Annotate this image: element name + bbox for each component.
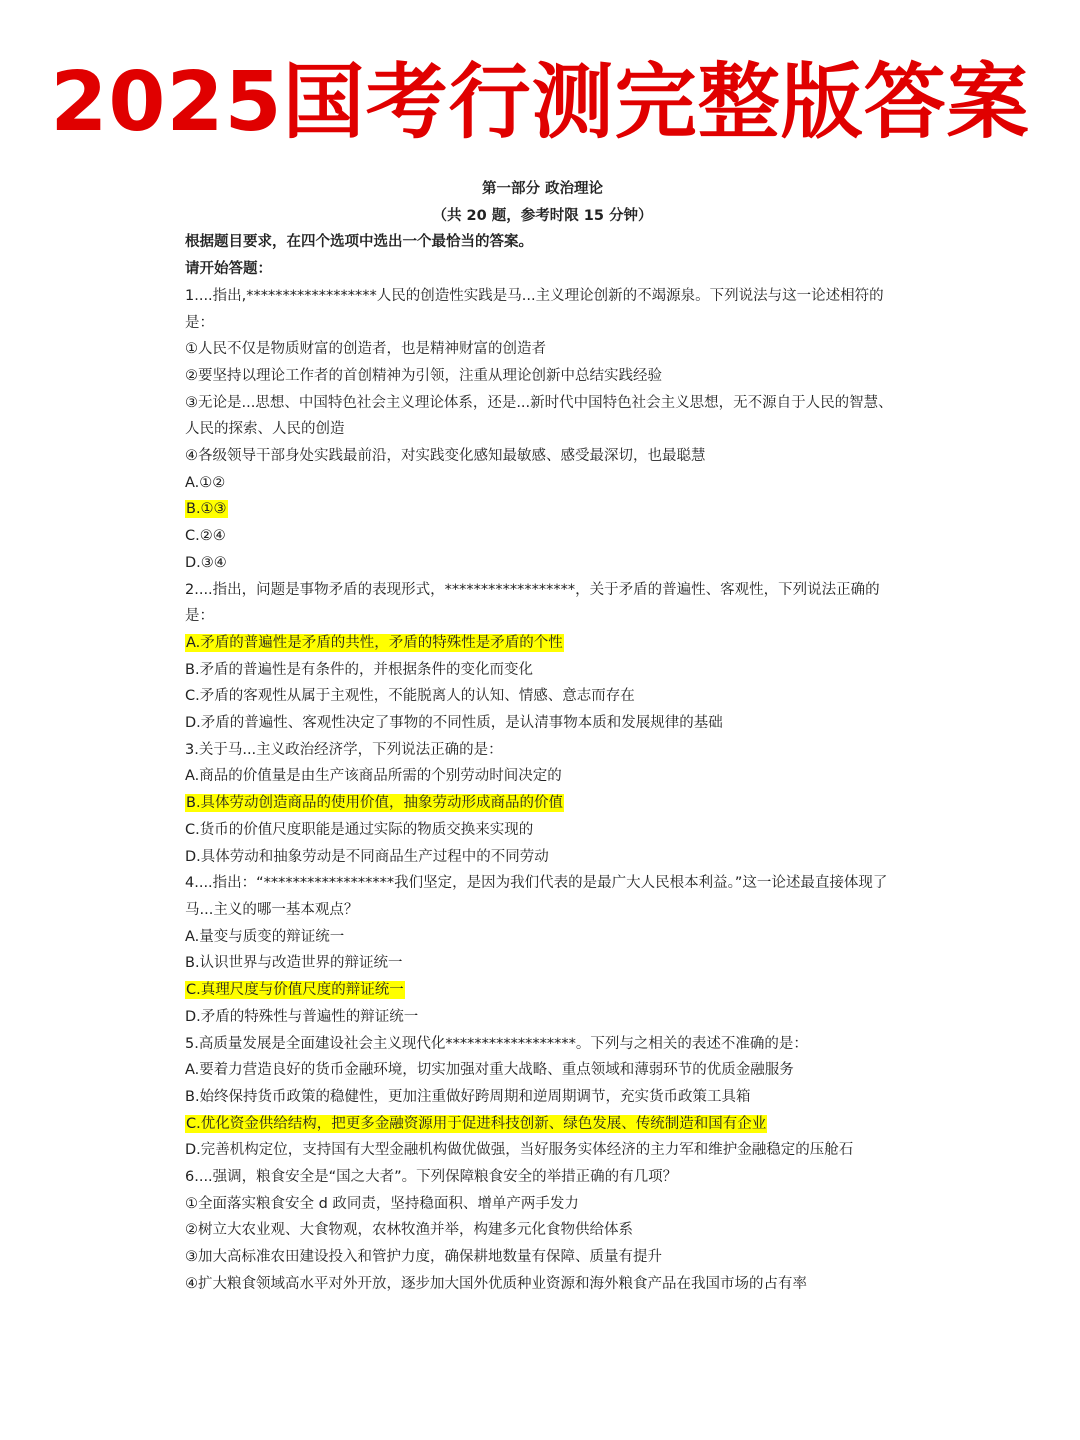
question-2-option-c: C.矛盾的客观性从属于主观性，不能脱离人的认知、情感、意志而存在: [185, 688, 635, 705]
answer-highlight: B.具体劳动创造商品的使用价值，抽象劳动形成商品的价值: [186, 795, 564, 812]
question-2-option-d: D.矛盾的普遍性、客观性决定了事物的不同性质，是认清事物本质和发展规律的基础: [185, 715, 723, 732]
question-1-statement: ①人民不仅是物质财富的创造者，也是精神财富的创造者: [185, 341, 546, 358]
answer-highlight: C.真理尺度与价值尺度的辩证统一: [186, 982, 404, 999]
question-1-statement: ④各级领导干部身处实践最前沿，对实践变化感知最敏感、感受最深切，也最聪慧: [185, 448, 706, 465]
question-3-stem: 3.关于马...主义政治经济学，下列说法正确的是：: [185, 741, 503, 758]
exam-document: [185, 176, 900, 1298]
answer-highlight: A.矛盾的普遍性是矛盾的共性，矛盾的特殊性是矛盾的个性: [186, 634, 563, 651]
question-1-option-b-answer: [185, 496, 900, 523]
question-5-option-a: A.要着力营造良好的货币金融环境，切实加强对重大战略、重点领域和薄弱环节的优质金融服务: [185, 1062, 794, 1079]
question-2-stem: 2....指出，问题是事物矛盾的表现形式，******************，关于矛盾的普遍性、客观性，下列说法正确的是：: [185, 581, 880, 625]
instruction: 根据题目要求，在四个选项中选出一个最恰当的答案。: [185, 234, 533, 251]
question-1-statement: ②要坚持以理论工作者的首创精神为引领，注重从理论创新中总结实践经验: [185, 367, 662, 384]
question-4-option-d: D.矛盾的特殊性与普遍性的辩证统一: [185, 1008, 419, 1025]
question-3-option-a: A.商品的价值量是由生产该商品所需的个别劳动时间决定的: [185, 768, 562, 785]
question-4-option-a: A.量变与质变的辩证统一: [185, 928, 345, 945]
answer-highlight: B.①③: [186, 501, 227, 518]
banner-title: 2025国考行测完整版答案: [50, 55, 1030, 150]
question-6-statement: ①全面落实粮食安全 d 政同责，坚持稳面积、增单产两手发力: [185, 1195, 579, 1212]
question-4-option-b: B.认识世界与改造世界的辩证统一: [185, 955, 403, 972]
question-6-statement: ②树立大农业观、大食物观，农林牧渔并举，构建多元化食物供给体系: [185, 1222, 633, 1239]
section-title: 第一部分 政治理论: [481, 181, 604, 197]
question-3-option-b-answer: [185, 790, 900, 817]
question-1-stem: 1....指出,******************人民的创造性实践是马...主义理论创新的不竭源泉。下列说法与这一论述相符的是：: [185, 287, 884, 331]
question-5-option-c-answer: [185, 1111, 900, 1138]
question-2-option-a-answer: [185, 630, 900, 657]
start-label: 请开始答题：: [185, 261, 272, 278]
question-4-option-c-answer: [185, 977, 900, 1004]
answer-highlight: C.优化资金供给结构，把更多金融资源用于促进科技创新、绿色发展、传统制造和国有企业: [186, 1115, 767, 1132]
question-3-option-d: D.具体劳动和抽象劳动是不同商品生产过程中的不同劳动: [185, 848, 549, 865]
question-1-option-d: D.③④: [185, 554, 227, 571]
question-1-option-a: A.①②: [185, 474, 226, 491]
question-5-stem: 5.高质量发展是全面建设社会主义现代化******************。下列与之相关的表述不准确的是：: [185, 1035, 808, 1052]
section-subtitle: （共 20 题，参考时限 15 分钟）: [432, 207, 653, 224]
question-4-stem: 4....指出：“******************我们坚定，是因为我们代表的是最广大人民根本利益。”这一论述最直接体现了马...主义的哪一基本观点？: [185, 875, 888, 918]
question-6-statement: ③加大高标准农田建设投入和管护力度，确保耕地数量有保障、质量有提升: [185, 1249, 662, 1266]
question-5-option-b: B.始终保持货币政策的稳健性，更加注重做好跨周期和逆周期调节，充实货币政策工具箱: [185, 1088, 751, 1105]
question-2-option-b: B.矛盾的普遍性是有条件的，并根据条件的变化而变化: [185, 661, 534, 678]
question-6-statement: ④扩大粮食领域高水平对外开放，逐步加大国外优质种业资源和海外粮食产品在我国市场的占有率: [185, 1275, 807, 1292]
question-1-option-c: C.②④: [185, 528, 226, 545]
question-3-option-c: C.货币的价值尺度职能是通过实际的物质交换来实现的: [185, 821, 534, 838]
question-1-statement: ③无论是...思想、中国特色社会主义理论体系，还是...新时代中国特色社会主义思想，无不源自于人民的智慧、人民的探索、人民的创造: [185, 394, 893, 438]
question-6-stem: 6....强调，粮食安全是“国之大者”。下列保障粮食安全的举措正确的有几项？: [185, 1169, 678, 1186]
question-5-option-d: D.完善机构定位，支持国有大型金融机构做优做强，当好服务实体经济的主力军和维护金融稳定的压舱石: [185, 1142, 854, 1159]
